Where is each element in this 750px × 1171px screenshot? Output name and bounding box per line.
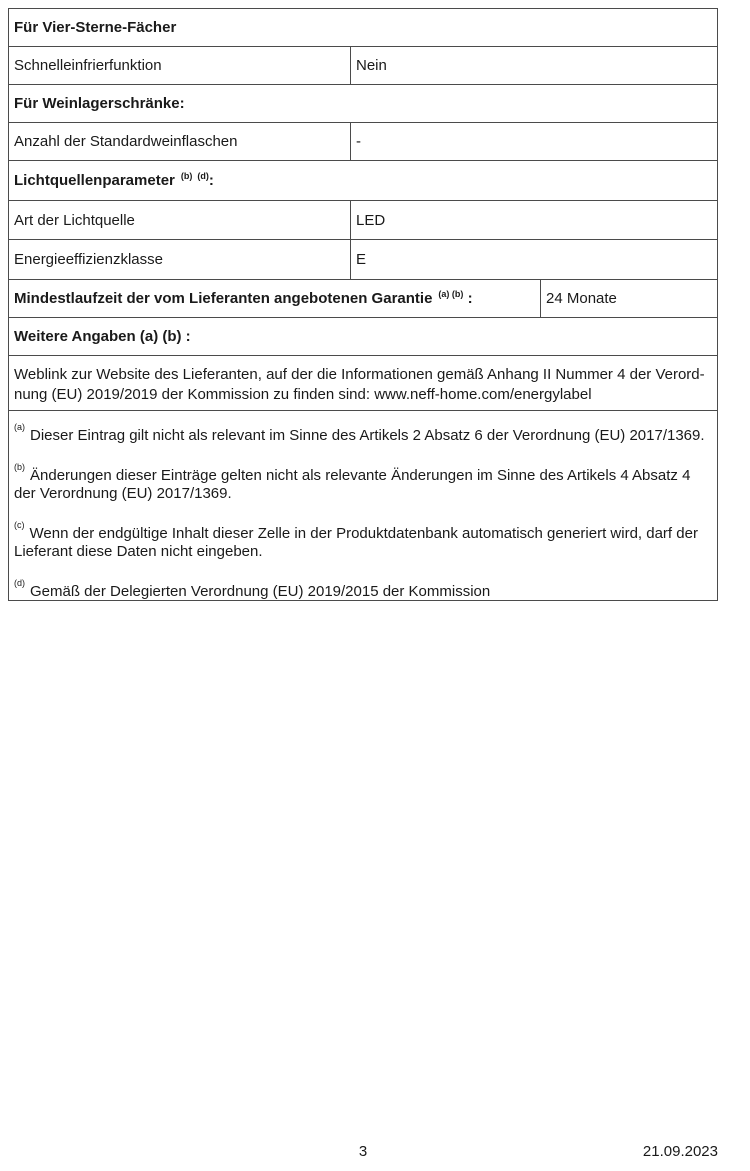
footnote-c	[14, 520, 710, 561]
footnote-d	[14, 578, 710, 601]
footer-date: 21.09.2023	[642, 1143, 718, 1160]
footnote-a-text: Dieser Eintrag gilt nicht als relevant im Sinne des Artikels 2 Absatz 6 der Verordnung (EU) 2017/1369.	[30, 427, 705, 444]
page-number: 3	[358, 1143, 368, 1160]
footnote-b-marker: (b)	[14, 462, 25, 472]
footnote-a	[14, 422, 710, 445]
section-cell	[9, 85, 717, 122]
table-row-energy-class	[9, 240, 717, 280]
product-data-table	[8, 8, 718, 601]
section-title-suffix: :	[208, 172, 214, 189]
footnote-c-marker: (c)	[14, 520, 25, 530]
footnote-c-text: Wenn der endgültige Inhalt dieser Zelle in der Produktdatenbank automatisch generiert wird, darf der Lieferant diese Daten nicht eingeben.	[14, 525, 698, 560]
row-value-cell	[541, 280, 717, 317]
section-cell	[9, 9, 717, 46]
footnote-marker: (a) (b)	[438, 288, 464, 299]
row-value-cell	[351, 47, 717, 84]
footnote-a-marker: (a)	[14, 422, 25, 432]
row-label: Anzahl der Standardweinflaschen	[14, 133, 238, 150]
row-label: Energieeffizienzklasse	[14, 251, 163, 268]
page-footer	[8, 1143, 718, 1163]
row-label-cell	[9, 240, 351, 279]
footnote-marker: (b) (d)	[180, 170, 209, 181]
section-title: Für Vier-Sterne-Fächer	[14, 19, 177, 36]
row-value-cell	[351, 240, 717, 279]
row-value: Nein	[356, 57, 387, 74]
row-label-cell	[9, 201, 351, 239]
footnote-b-text: Änderungen dieser Einträge gelten nicht als relevante Änderungen im Sinne des Artikels 4 Absatz 4 der Verordnung (EU) 2017/1369.	[14, 467, 691, 502]
table-row-wine-bottles	[9, 123, 717, 161]
row-value-cell	[351, 201, 717, 239]
row-value: LED	[356, 211, 386, 229]
section-row-further-details	[9, 318, 717, 356]
section-row-four-star-compartments	[9, 9, 717, 47]
row-label: Mindestlaufzeit der vom Lieferanten angebotenen Garantie	[14, 290, 433, 307]
row-label-suffix: :	[463, 290, 473, 307]
table-row-footnotes	[9, 411, 717, 600]
row-label: Art der Lichtquelle	[14, 211, 135, 229]
table-row-fast-freeze	[9, 47, 717, 85]
footnote-b	[14, 462, 710, 503]
section-title: Für Weinlagerschränke:	[14, 95, 185, 112]
section-title: Weitere Angaben (a) (b) :	[14, 328, 191, 345]
section-cell	[9, 161, 717, 200]
table-row-light-source-type	[9, 201, 717, 240]
row-label-cell	[9, 123, 351, 160]
footnotes-cell	[9, 411, 717, 600]
section-cell	[9, 318, 717, 355]
footnote-d-marker: (d)	[14, 578, 25, 588]
table-row-guarantee	[9, 280, 717, 318]
weblink-text: Weblink zur Website des Lieferanten, auf der die Informationen gemäß Anhang II Nummer 4 der Verordnung (EU) 2019/2019 der Kommission zu finden sind: www.neff-home.com/energylabel	[14, 366, 705, 403]
row-label-cell	[9, 47, 351, 84]
row-value-cell	[351, 123, 717, 160]
section-row-light-source	[9, 161, 717, 201]
section-title: Lichtquellenparameter	[14, 172, 175, 189]
row-value: E	[356, 251, 367, 268]
row-value: 24 Monate	[546, 290, 617, 307]
row-value: -	[356, 133, 361, 150]
table-row-weblink	[9, 356, 717, 411]
footnote-d-text: Gemäß der Delegierten Verordnung (EU) 2019/2015 der Kommission	[30, 583, 491, 600]
section-row-wine-storage	[9, 85, 717, 123]
row-label: Schnelleinfrierfunktion	[14, 57, 162, 74]
row-label-cell	[9, 280, 541, 317]
